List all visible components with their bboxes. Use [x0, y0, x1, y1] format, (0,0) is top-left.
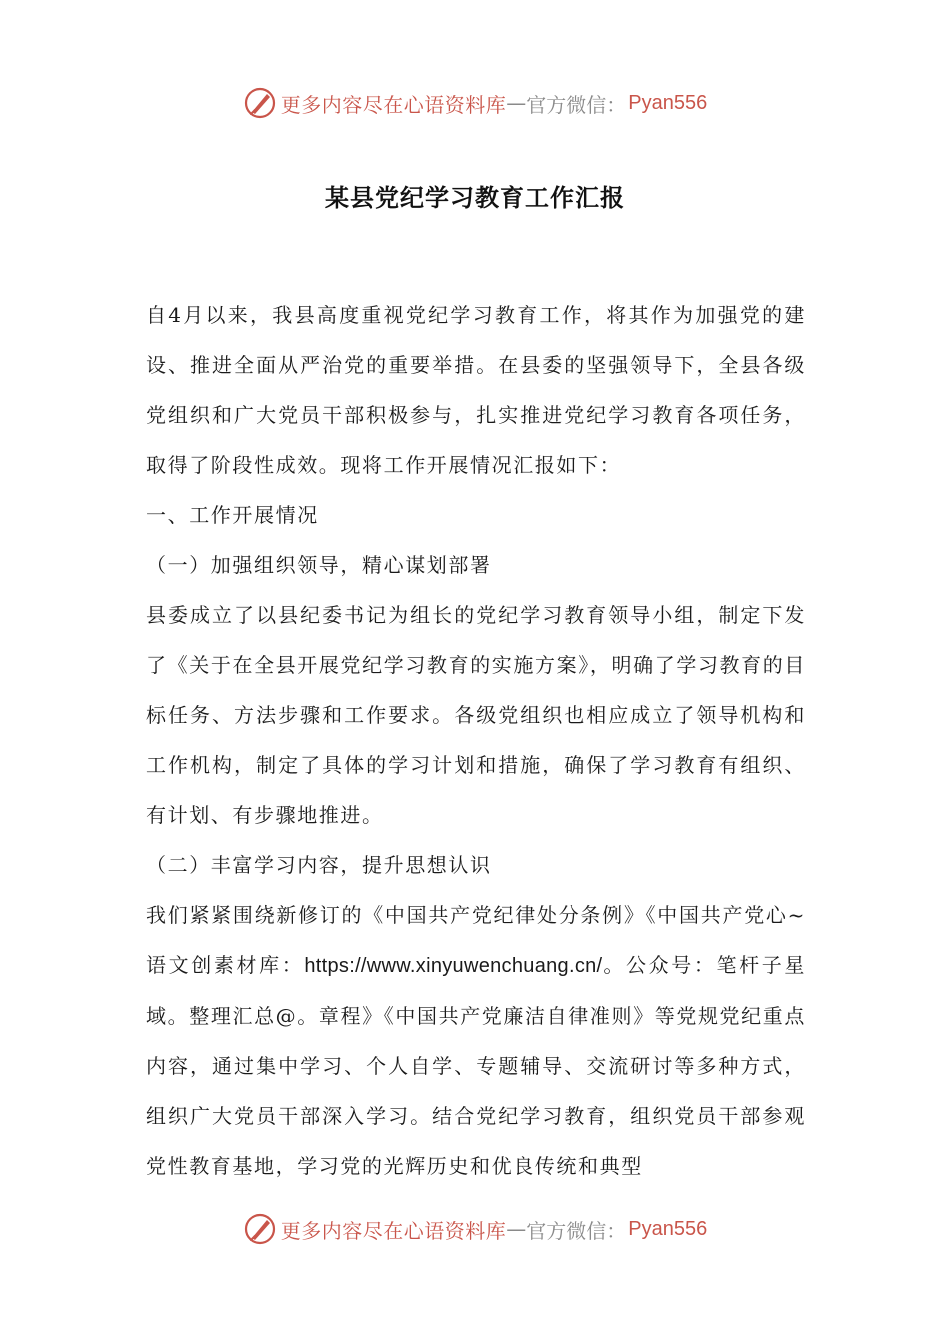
- watermark-wechat-label: 官方微信：: [526, 1218, 627, 1243]
- paragraph-text: 我们紧紧围绕新修订的《中国共产党纪律处分条例》《中国共产党心~语文创素材库：: [146, 903, 806, 977]
- paragraph-text: 。公众号：笔杆子星域。整理汇总@。章程》《中国共产党廉洁自律准则》等党规党纪重点内容，通过集中学习、个人自学、专题辅导、交流研讨等多种方式，组织广大党员干部深入学习。结合党纪学习教育，组织党员干部参观党性教育基地，学习党的光辉历史和优良传统和典型: [146, 953, 806, 1178]
- document-title: 某县党纪学习教育工作汇报: [325, 183, 625, 212]
- watermark-wechat-id: Pyan556: [628, 1217, 708, 1240]
- subsection-heading: （二）丰富学习内容，提升思想认识: [146, 853, 492, 877]
- document-body: [146, 290, 806, 1191]
- watermark-wechat-id: Pyan556: [628, 91, 708, 114]
- quill-logo-icon: [243, 1212, 277, 1246]
- quill-logo-icon: [243, 86, 277, 120]
- section-heading: 一、工作开展情况: [146, 503, 319, 527]
- watermark-wechat-label: 官方微信：: [526, 92, 627, 117]
- watermark-banner-top: [0, 83, 950, 123]
- watermark-banner-bottom: [0, 1209, 950, 1249]
- watermark-separator: —: [506, 91, 527, 115]
- watermark-text: 更多内容尽在心语资料库: [280, 1218, 507, 1243]
- paragraph-body: [146, 890, 806, 1191]
- subsection-heading: （一）加强组织领导，精心谋划部署: [146, 553, 492, 577]
- watermark-text: 更多内容尽在心语资料库: [280, 92, 507, 117]
- paragraph-intro: 自4月以来，我县高度重视党纪学习教育工作，将其作为加强党的建设、推进全面从严治党的重要举措。在县委的坚强领导下，全县各级党组织和广大党员干部积极参与，扎实推进党纪学习教育各项任务，取得了阶段性成效。现将工作开展情况汇报如下：: [146, 303, 806, 477]
- paragraph-body: 县委成立了以县纪委书记为组长的党纪学习教育领导小组，制定下发了《关于在全县开展党纪学习教育的实施方案》，明确了学习教育的目标任务、方法步骤和工作要求。各级党组织也相应成立了领导机构和工作机构，制定了具体的学习计划和措施，确保了学习教育有组织、有计划、有步骤地推进。: [146, 603, 806, 827]
- watermark-separator: —: [506, 1217, 527, 1241]
- source-url-link[interactable]: https://www.xinyuwenchuang.cn/: [304, 955, 603, 977]
